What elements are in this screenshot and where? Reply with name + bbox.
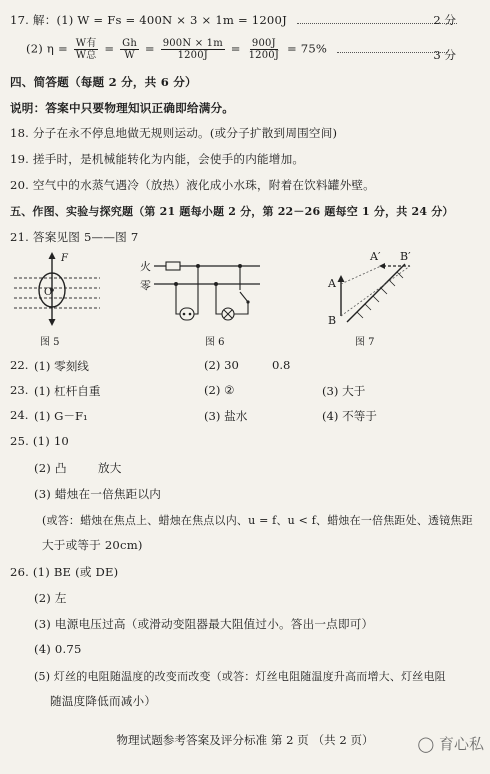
q23-answer-3: (3) 大于 [322, 384, 366, 398]
arrow-head [49, 252, 56, 259]
figure5-diagram [12, 250, 102, 330]
q25-line2a: (2) 凸 [34, 461, 67, 475]
fig6-live-wire-label: 火 [140, 260, 151, 273]
frac1-den: W总 [75, 50, 97, 61]
q17-line1-points: 2 分 [433, 13, 456, 27]
q22-answer-3: 0.8 [272, 358, 291, 372]
fig6-neutral-wire-label: 零 [140, 279, 151, 292]
eq-sign: = [230, 41, 241, 56]
frac2-num: Gh [122, 38, 137, 49]
q23-answer-2: (2) ② [204, 383, 235, 397]
frac3-den: 1200J [177, 50, 209, 61]
mirror-hatching [357, 272, 403, 318]
watermark [417, 733, 484, 754]
socket [180, 308, 194, 320]
fig7-label-b: B [328, 314, 337, 327]
arrow-head [338, 275, 345, 282]
construction-line [341, 266, 410, 316]
frac4-num: 900J [251, 38, 276, 49]
q22-number: 22. [10, 358, 29, 372]
switch-blade [240, 292, 248, 302]
figure6-circuit [152, 256, 262, 328]
q26-line4: (4) 0.75 [34, 642, 82, 656]
q17-result: = 75% [286, 41, 328, 56]
q26-line2: (2) 左 [34, 591, 67, 605]
q17-line2 [26, 38, 447, 61]
arrow-head [379, 263, 385, 269]
construction-line [341, 266, 381, 284]
q21-answer: 21. 答案见图 5——图 7 [10, 230, 139, 244]
watermark-text: 育心私 [438, 735, 484, 753]
fig5-caption: 图 5 [40, 337, 60, 348]
fig7-label-a-prime: A′ [370, 250, 381, 263]
q26-line1: 26. (1) BE (或 DE) [10, 565, 119, 579]
mirror [347, 264, 405, 322]
page-footer: 物理试题参考答案及评分标准 第 2 页 （共 2 页） [116, 733, 374, 747]
socket-hole [189, 313, 192, 316]
q17-line2-points: 3 分 [433, 48, 456, 62]
switch-pivot [246, 300, 249, 303]
q25-line1: 25. (1) 10 [10, 434, 69, 448]
fraction-w [74, 38, 99, 61]
q17-line1 [10, 12, 457, 28]
q24-number: 24. [10, 408, 29, 422]
eq-sign: = [144, 41, 155, 56]
frac1-num: W有 [75, 38, 97, 49]
fraction-gh [120, 38, 139, 61]
q17-line1-text: 17. 解：(1) W = Fs = 400N × 3 × 1m = 1200J [10, 13, 287, 27]
q25-line3: (3) 蜡烛在一倍焦距以内 [34, 487, 162, 501]
fraction-result [247, 38, 281, 61]
leader-dots [337, 52, 447, 53]
fig5-label-f: F [61, 253, 68, 264]
fuse [166, 262, 180, 270]
socket-hole [183, 313, 186, 316]
q26-line6: 随温度降低而减小） [50, 694, 157, 708]
q25-line2b: 放大 [98, 461, 122, 475]
q18-answer: 18. 分子在永不停息地做无规则运动。(或分子扩散到周围空间) [10, 126, 338, 140]
fig7-caption: 图 7 [355, 337, 375, 348]
section4-title: 四、简答题（每题 2 分，共 6 分） [10, 75, 197, 89]
q25-line4: (或答：蜡烛在焦点上、蜡烛在焦点以内、u = f、u < f、蜡烛在一倍焦距处、透镜焦距 [42, 514, 473, 527]
q20-answer: 20. 空气中的水蒸气遇冷（放热）液化成小水珠，附着在饮料罐外壁。 [10, 178, 375, 192]
frac4-den: 1200J [248, 50, 280, 61]
arrow-head [49, 319, 56, 326]
wechat-icon: ◯ [417, 735, 435, 753]
q23-answer-1: (1) 杠杆自重 [34, 384, 101, 398]
q19-answer: 19. 搓手时，是机械能转化为内能，会使手的内能增加。 [10, 152, 305, 166]
q26-line5: (5) 灯丝的电阻随温度的改变而改变（或答：灯丝电阻随温度升高而增大、灯丝电阻 [34, 670, 446, 683]
socket-branch [176, 266, 198, 314]
fig5-label-o: O [44, 287, 53, 298]
section4-note: 说明：答案中只要物理知识正确即给满分。 [10, 101, 235, 115]
frac2-den: W [124, 50, 135, 61]
q17-eta-label: (2) η = [26, 41, 68, 56]
q26-line3: (3) 电源电压过高（或滑动变阻器最大阻值过小。答出一点即可） [34, 617, 374, 631]
eq-sign: = [104, 41, 115, 56]
frac3-num: 900N × 1m [162, 38, 223, 49]
q25-line5: 大于或等于 20cm) [42, 538, 143, 552]
fraction-values [161, 38, 225, 61]
fig7-label-a: A [328, 277, 336, 290]
section5-title: 五、作图、实验与探究题（第 21 题每小题 2 分，第 22－26 题每空 1 分，共 24 分） [10, 205, 454, 218]
fig7-label-b-prime: B′ [400, 250, 411, 263]
q24-answer-2: (3) 盐水 [204, 409, 248, 423]
q22-answer-2: (2) 30 [204, 358, 239, 372]
q23-number: 23. [10, 383, 29, 397]
q24-answer-1: (1) G－F₁ [34, 409, 88, 423]
fig6-caption: 图 6 [205, 337, 225, 348]
figure7-diagram [325, 254, 420, 329]
q24-answer-3: (4) 不等于 [322, 409, 377, 423]
q22-answer-1: (1) 零刻线 [34, 359, 89, 373]
